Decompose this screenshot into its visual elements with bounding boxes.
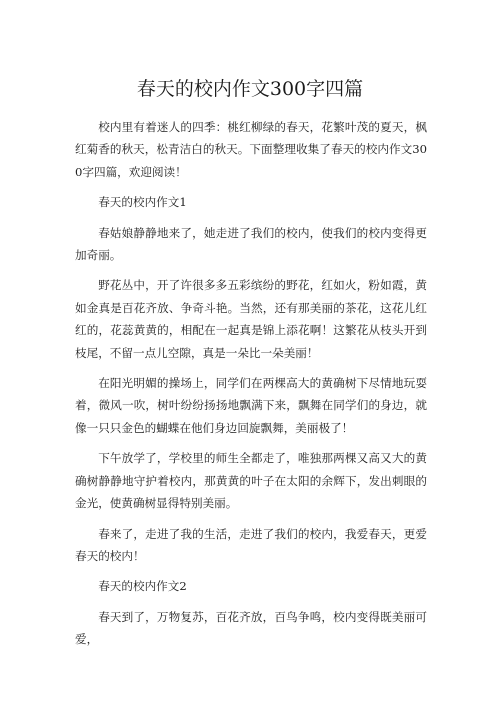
essay-1-paragraph-4: 下午放学了，学校里的师生全都走了，唯独那两棵又高又大的黄确树静静地守护着校内，那黄黄的叶子在太阳的余辉下，发出刺眼的金光，使黄确树显得特别美丽。 (75, 451, 427, 511)
intro-paragraph: 校内里有着迷人的四季：桃红柳绿的春天，花繁叶茂的夏天，枫红菊香的秋天，松青洁白的秋天。下面整理收集了春天的校内作文300字四篇，欢迎阅读！ (75, 120, 427, 179)
essay-1-paragraph-2: 野花丛中，开了许很多多五彩缤纷的野花，红如火，粉如霞，黄如金真是百花齐放、争奇斗艳。当然，还有那美丽的茶花，这花儿红红的，花蕊黄黄的，相配在一起真是锦上添花啊！这繁花从枝头开到枝尾，不留一点儿空隙，真是一朵比一朵美丽！ (75, 278, 427, 360)
essay-1-heading: 春天的校内作文1 (98, 195, 187, 210)
document-title: 春天的校内作文300字四篇 (136, 78, 364, 100)
essay-2-heading: 春天的校内作文2 (98, 579, 187, 594)
essay-1-paragraph-1: 春姑娘静静地来了，她走进了我们的校内，使我们的校内变得更加奇丽。 (75, 225, 427, 263)
essay-1-paragraph-5: 春来了，走进了我的生活，走进了我们的校内，我爱春天，更爱春天的校内！ (75, 526, 427, 563)
essay-1-paragraph-3: 在阳光明媚的操场上，同学们在两棵高大的黄确树下尽情地玩耍着，微风一吹，树叶纷纷扬扬地飘满下来，飘舞在同学们的身边，就像一只只金色的蝴蝶在他们身边回旋飘舞，美丽极了！ (75, 376, 427, 435)
document-body (75, 116, 427, 659)
essay-2-paragraph-1: 春天到了，万物复苏，百花齐放，百鸟争鸣，校内变得既美丽可爱， (75, 609, 427, 647)
